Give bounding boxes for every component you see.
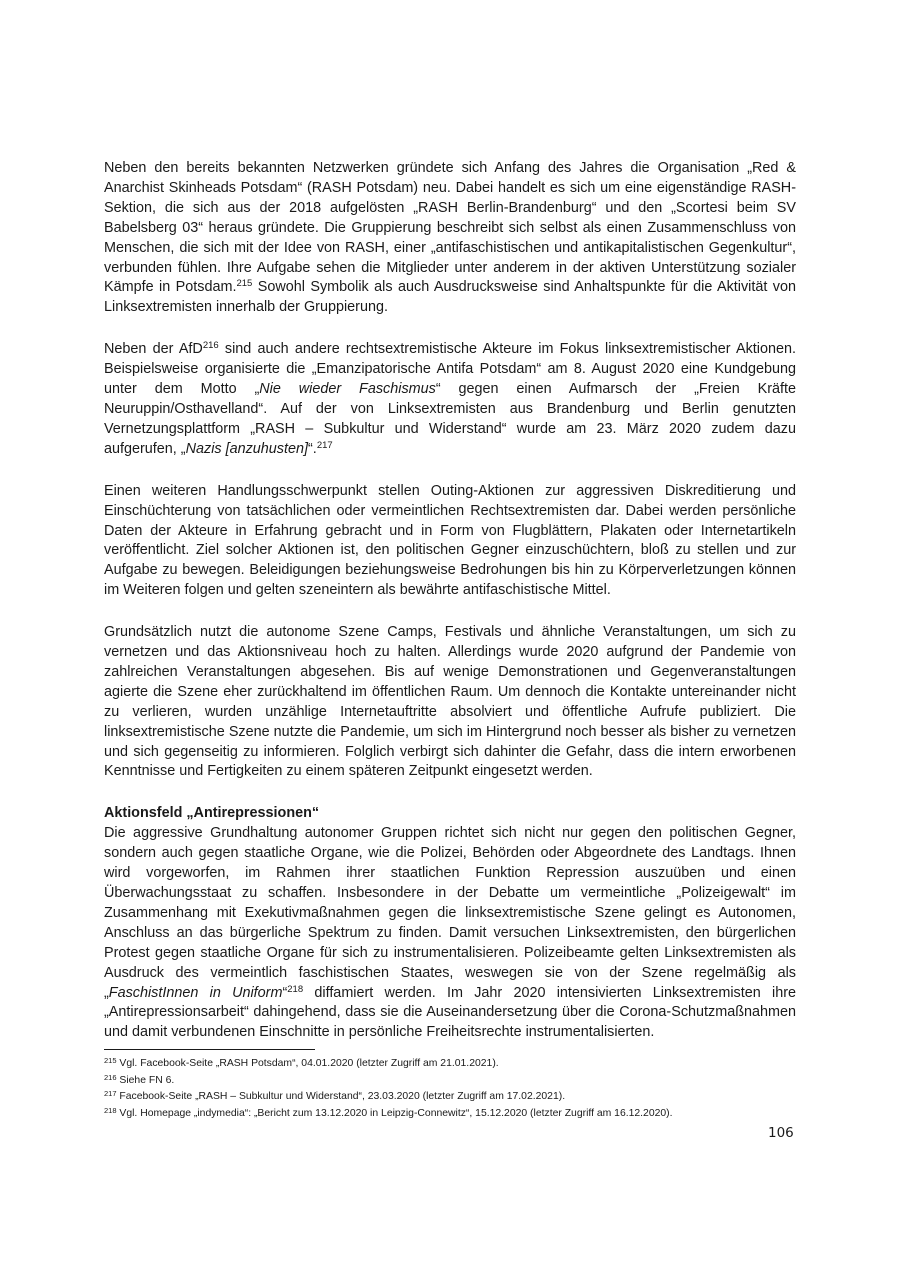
paragraph-text: diffamiert werden. Im Jahr 2020 intensivierten Linksextremisten ihre „Antirepressionsarbeit“ dahingehend, dass sie die Auseinandersetzung über die Corona-Schutzmaßnahmen und damit verbundenen Einschnitte in persönliche Freiheitsrechte instrumentalisierten. [104, 984, 796, 1041]
footnote-separator [104, 1049, 315, 1050]
footnote-216 [104, 1073, 796, 1090]
footnote-ref-218[interactable]: 218 [287, 983, 304, 995]
footnote-number: 218 [104, 1105, 117, 1115]
paragraph-text: Sowohl Symbolik als auch Ausdrucksweise sind Anhaltspunkte für die Aktivität von Linksextremisten innerhalb der Gruppierung. [104, 279, 796, 316]
footnote-text: Vgl. Homepage „indymedia“: „Bericht zum 13.12.2020 in Leipzig-Connewitz“, 15.12.2020 (letzter Zugriff am 16.12.2020). [116, 1107, 673, 1119]
emphasis-quote: Nazis [anzuhusten] [185, 440, 309, 457]
footnote-217 [104, 1089, 796, 1106]
footnotes [104, 1056, 796, 1122]
footnote-number: 216 [104, 1072, 117, 1082]
paragraph-text: Neben den bereits bekannten Netzwerken gründete sich Anfang des Jahres die Organisation „Red & Anarchist Skinheads Potsdam“ (RASH Potsdam) neu. Dabei handelt es sich um eine eigenständige RASH-Sektion, die sich aus der 2018 aufgelösten „RASH Berlin-Brandenburg“ und den „Scortesi beim SV Babelsberg 03“ heraus gründete. Die Gruppierung beschreibt sich selbst als einen Zusammenschluss von Menschen, die sich mit der Idee von RASH, einer „antifaschistischen und antikapitalistischen Gegenkultur“, verbunden fühlen. Ihre Aufgabe sehen die Mitglieder unter anderem in der aktiven Unterstützung sozialer Kämpfe in Potsdam. [104, 160, 796, 296]
footnote-ref-216[interactable]: 216 [202, 340, 219, 352]
footnote-text: Siehe FN 6. [116, 1074, 175, 1086]
emphasis-quote: FaschistInnen in Uniform [108, 984, 283, 1001]
paragraph-autonomous-scene: Grundsätzlich nutzt die autonome Szene Camps, Festivals und ähnliche Veranstaltungen, um sich zu vernetzen und das Aktionsniveau hoch zu halten. Allerdings wurde 2020 aufgrund der Pandemie von zahlreichen Veranstaltungen abgesehen. Bis auf wenige Demonstrationen und Gegenveranstaltungen agierte die Szene eher zurückhaltend im öffentlichen Raum. Um dennoch die Kontakte untereinander nicht zu verlieren, wurden unzählige Internetauftritte absolviert und öffentliche Aufrufe publiziert. Die linksextremistische Szene nutzte die Pandemie, um sich im Hintergrund noch besser als bisher zu vernetzen und sich gegenseitig zu informieren. Folglich verbirgt sich dahinter die Gefahr, dass die intern erworbenen Kenntnisse und Fertigkeiten zu einem späteren Zeitpunkt eingesetzt werden. [104, 624, 796, 780]
paragraph-antirepression [104, 824, 796, 1043]
paragraph-rash-potsdam [104, 159, 796, 318]
paragraph-text: “ gegen einen Aufmarsch der „Freien Kräfte Neuruppin/Osthavelland“. Auf der von Linksextremisten aus Brandenburg und Berlin genutzten Vernetzungsplattform „RASH – Subkultur und Widerstand“ wurde am 23. März 2020 zudem dazu aufgerufen, „ [104, 381, 796, 457]
paragraph-text: “. [308, 440, 317, 457]
paragraph-text: Neben der AfD [104, 341, 203, 358]
footnote-215 [104, 1056, 796, 1073]
footnote-218 [104, 1106, 796, 1123]
footnote-text: Vgl. Facebook-Seite „RASH Potsdam“, 04.01.2020 (letzter Zugriff am 21.01.2021). [116, 1058, 499, 1069]
paragraph-text: sind auch andere rechtsextremistische Akteure im Fokus linksextremistischer Aktionen. Beispielsweise organisierte die „Emanzipatorische Antifa Potsdam“ am 8. August 2020 eine Kundgebung unter dem Motto „ [104, 341, 796, 398]
page-number: 106 [768, 1125, 794, 1141]
footnote-ref-215[interactable]: 215 [236, 278, 253, 290]
paragraph-text: Die aggressive Grundhaltung autonomer Gruppen richtet sich nicht nur gegen den politischen Gegner, sondern auch gegen staatliche Organe, wie die Polizei, Behörden oder Abgeordnete des Landtags. Ihnen wird vorgeworfen, im Rahmen ihrer staatlichen Funktion Repression auszuüben und einen Überwachungsstaat zu schaffen. Insbesondere in der Debatte um vermeintliche „Polizeigewalt“ im Zusammenhang mit Exekutivmaßnahmen gegen die linksextremistische Szene gelingt es Autonomen, Anschluss an das bürgerliche Spektrum zu finden. Damit versuchen Linksextremisten, den bürgerlichen Protest gegen staatliche Organe für sich zu instrumentalisieren. Polizeibeamte gelten Linksextremisten als Ausdruck des vermeintlich faschistischen Staates, weswegen sie von der Szene regelmäßig als „ [104, 825, 796, 1001]
paragraph-text: “ [282, 984, 288, 1001]
section-heading: Aktionsfeld „Antirepressionen“ [104, 805, 320, 822]
footnote-ref-217[interactable]: 217 [316, 439, 333, 451]
document-body [104, 159, 796, 1043]
footnote-text: Facebook-Seite „RASH – Subkultur und Widerstand“, 23.03.2020 (letzter Zugriff am 17.02.2021). [116, 1091, 566, 1102]
paragraph-right-wing-actors [104, 340, 796, 459]
emphasis-motto: Nie wieder Faschismus [259, 381, 436, 398]
footnote-number: 217 [104, 1089, 117, 1098]
footnote-number: 215 [104, 1056, 117, 1065]
paragraph-outing-actions: Einen weiteren Handlungsschwerpunkt stellen Outing-Aktionen zur aggressiven Diskreditierung und Einschüchterung von tatsächlichen oder vermeintlichen Rechtsextremisten dar. Dabei werden persönliche Daten der Akteure in Erfahrung gebracht und in Form von Flugblättern, Plakaten oder Internetartikeln veröffentlicht. Ziel solcher Aktionen ist, den politischen Gegner einzuschüchtern, bloß zu stellen und zur Aufgabe zu bewegen. Beleidigungen beziehungsweise Bedrohungen bis hin zu Körperverletzungen können im Weiteren folgen und gelten szeneintern als bewährte antifaschistische Mittel. [104, 482, 796, 599]
